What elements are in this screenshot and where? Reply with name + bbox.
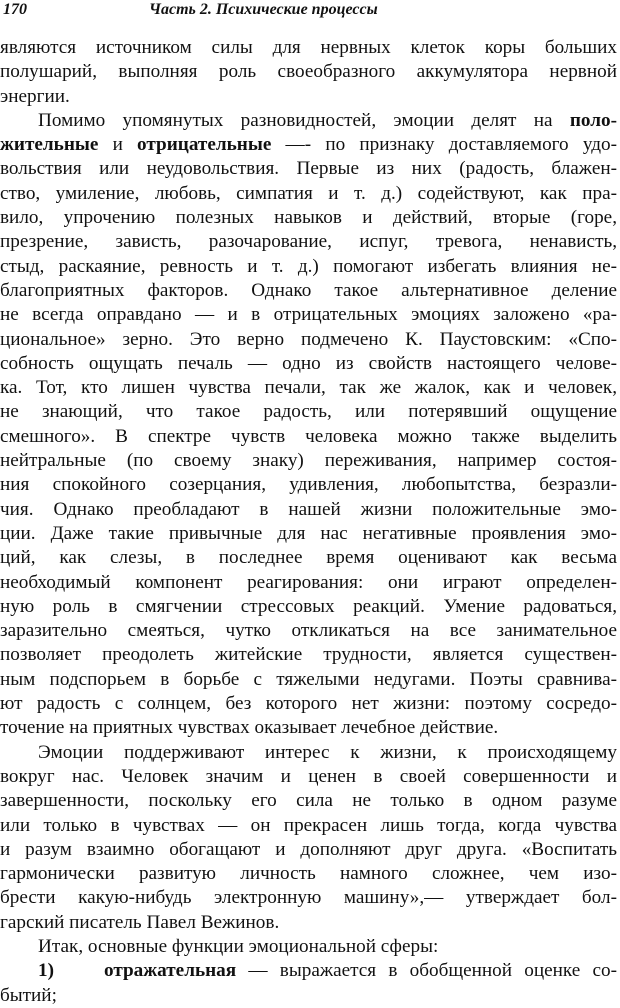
text-line: циональное» зерно. Это верно подмечено К. Паустовским: «Спо-: [0, 328, 617, 350]
running-head: Часть 2. Психические процессы: [149, 1, 378, 18]
page-header: [0, 0, 620, 24]
text-line: гармонически развитую личность намного сложнее, чем изо-: [0, 863, 617, 885]
text-line: энергии.: [0, 85, 70, 107]
text-line: нейтральные (по своему знаку) переживания, например состоя-: [0, 450, 617, 472]
text-line: гарский писатель Павел Вежинов.: [0, 911, 280, 933]
text-line: являются источником силы для нервных клеток коры больших: [0, 37, 617, 58]
body-text: [0, 36, 617, 1008]
text-line: благоприятных факторов. Однако такое альтернативное деление: [0, 279, 617, 301]
text-line: не всегда оправдано — и в отрицательных эмоциях заложено «ра-: [0, 304, 617, 326]
text-line: смешного». В спектре чувств человека можно также выделить: [0, 425, 617, 447]
text-run: и: [98, 134, 138, 156]
text-line: полушарий, выполняя роль своеобразного аккумулятора нервной: [0, 61, 617, 83]
text-line: Итак, основные функции эмоциональной сферы:: [38, 935, 439, 957]
text-line: ния спокойного созерцания, удивления, любопытства, безразли-: [0, 474, 617, 496]
text-run: Помимо упомянутых разновидностей, эмоции делят на: [38, 109, 570, 131]
text-line: заразительно смеяться, чутко откликаться на все занимательное: [0, 620, 617, 642]
text-line: ций, как слезы, в последнее время оценивают как весьма: [0, 547, 617, 569]
text-run: — выражается в обобщенной оценке со-: [236, 960, 617, 982]
text-line: позволяет преодолеть житейские трудности, является существен-: [0, 644, 617, 666]
list-item: [0, 959, 617, 983]
text-line: презрение, зависть, разочарование, испуг, тревога, ненависть,: [0, 231, 617, 253]
page-number: 170: [3, 1, 27, 18]
text-line: брести какую-нибудь электронную машину»,— утверждает бол-: [0, 887, 617, 909]
text-line: бытий;: [0, 984, 57, 1006]
text-line: собность ощущать печаль — одно из свойств настоящего челове-: [0, 352, 617, 374]
text-line: Эмоции поддерживают интерес к жизни, к происходящему: [38, 741, 617, 763]
text-line: [0, 109, 617, 133]
text-line: и разум взаимно обогащают и дополняют друг друга. «Воспитать: [0, 838, 617, 860]
text-line: необходимый компонент реагирования: они играют определен-: [0, 571, 617, 593]
text-line: чия. Однако преобладают в нашей жизни положительные эмо-: [0, 498, 617, 520]
text-run: —- по признаку доставляемого удо-: [271, 134, 617, 156]
text-line: ную роль в смягчении стрессовых реакций. Умение радоваться,: [0, 595, 617, 617]
text-line: вокруг нас. Человек значим и ценен в своей совершенности и: [0, 765, 617, 787]
text-line: завершенности, поскольку его сила не только в одном разуме: [0, 790, 617, 812]
text-line: вольствия или неудовольствия. Первые из них (радость, блажен-: [0, 158, 617, 180]
bold-term: жительные: [0, 134, 99, 156]
list-item-number: 1): [38, 960, 54, 982]
text-line: ка. Тот, кто лишен чувства печали, так же жалок, как и человек,: [0, 377, 617, 399]
text-line: ют радость с солнцем, без которого нет жизни: поэтому сосредо-: [0, 693, 617, 715]
text-line: ство, умиление, любовь, симпатия и т. д.) содействуют, как пра-: [0, 182, 617, 204]
text-line: вило, упрочению полезных навыков и действий, вторые (горе,: [0, 207, 617, 229]
text-line: не знающий, что такое радость, или потерявший ощущение: [0, 401, 617, 423]
text-line: ным подспорьем в борьбе с тяжелыми недугами. Поэты сравнива-: [0, 668, 617, 690]
text-line: [0, 133, 617, 157]
text-line: или только в чувствах — он прекрасен лишь тогда, когда чувства: [0, 814, 617, 836]
text-line: точение на приятных чувствах оказывает лечебное действие.: [0, 717, 499, 739]
bold-term: отражательная: [103, 960, 237, 982]
text-line: ции. Даже такие привычные для нас негативные проявления эмо-: [0, 522, 617, 544]
text-line: стыд, раскаяние, ревность и т. д.) помогают избегать влияния не-: [0, 255, 617, 277]
bold-term: поло-: [569, 109, 617, 131]
bold-term: отрицательные: [137, 134, 272, 156]
